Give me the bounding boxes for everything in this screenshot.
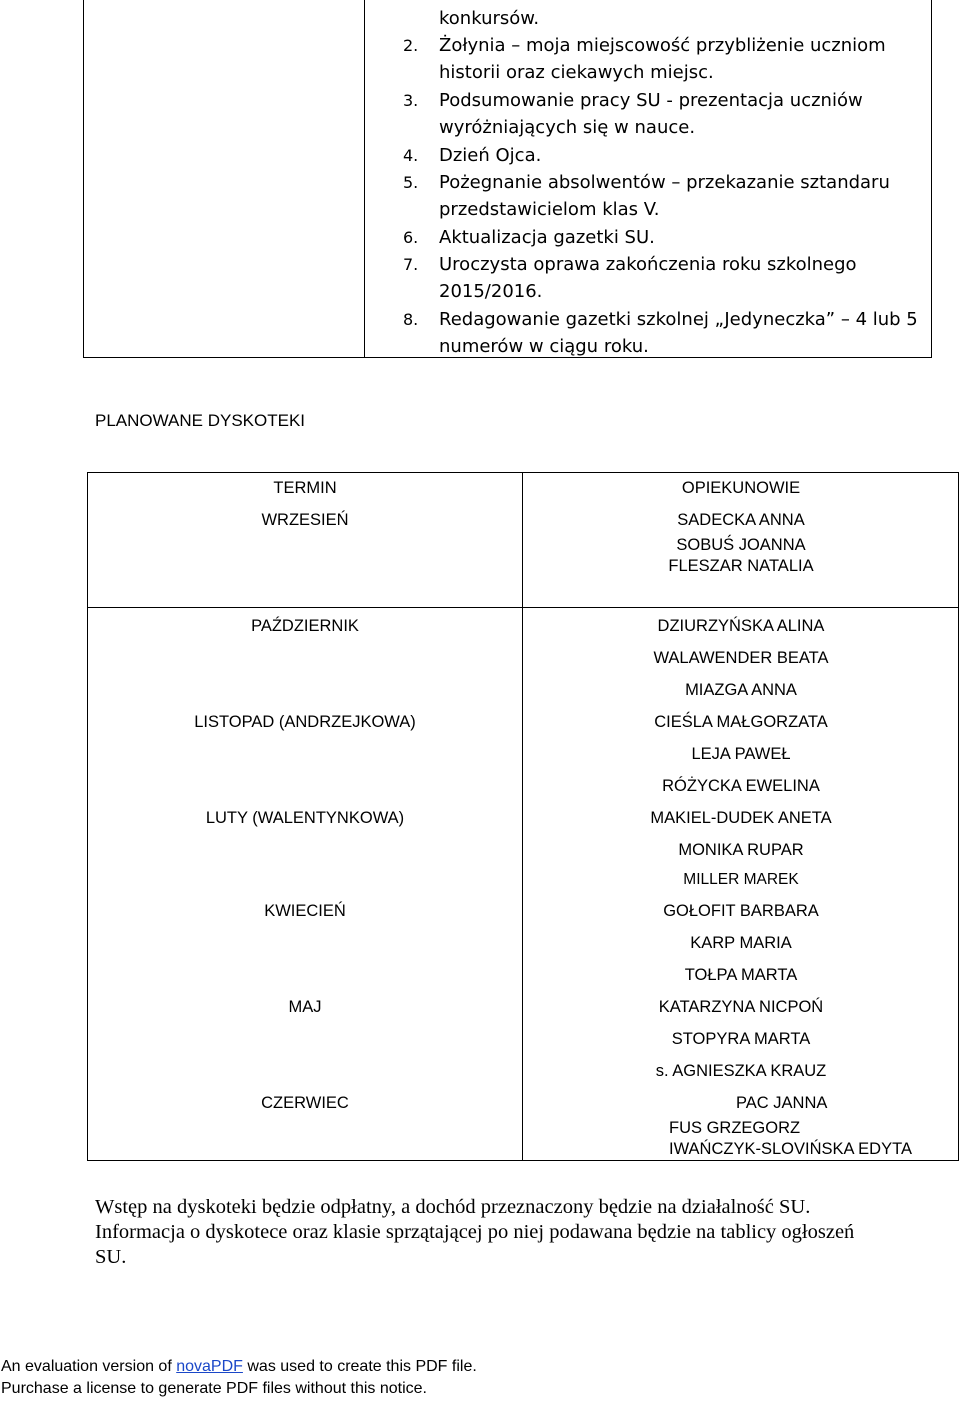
guardian-name: FLESZAR NATALIA [668, 557, 814, 575]
list-number: 4. [403, 146, 419, 165]
table-divider [364, 0, 365, 357]
term-cell: LISTOPAD (ANDRZEJKOWA) [194, 713, 416, 731]
note-line: SU. [95, 1246, 127, 1268]
list-item-text: historii oraz ciekawych miejsc. [439, 62, 714, 83]
guardian-name: TOŁPA MARTA [684, 966, 798, 984]
footer-text: was used to create this PDF file. [242, 1358, 477, 1375]
note-line: Informacja o dyskotece oraz klasie sprzątającej po niej podawana będzie na tablicy ogłoszeń [95, 1221, 855, 1243]
novapdf-link[interactable]: novaPDF [176, 1358, 243, 1375]
list-number: 5. [403, 173, 419, 192]
guardian-name: KATARZYNA NICPOŃ [658, 998, 824, 1016]
guardian-name: s. AGNIESZKA KRAUZ [655, 1062, 827, 1080]
guardian-name: RÓŻYCKA EWELINA [662, 777, 820, 795]
guardian-name: SOBUŚ JOANNA [676, 536, 806, 554]
list-item-text: Pożegnanie absolwentów – przekazanie sztandaru [439, 172, 890, 193]
guardian-name: MIAZGA ANNA [685, 681, 797, 699]
term-cell: CZERWIEC [261, 1094, 349, 1112]
guardian-name: DZIURZYŃSKA ALINA [657, 617, 825, 635]
row-divider [88, 607, 958, 608]
term-cell: WRZESIEŃ [261, 511, 349, 529]
list-item-text: wyróżniających się w nauce. [439, 117, 696, 138]
column-header-guardians: OPIEKUNOWIE [681, 479, 801, 497]
list-item-text: Dzień Ojca. [439, 145, 542, 166]
guardian-name: MONIKA RUPAR [678, 841, 804, 859]
list-number: 8. [403, 310, 419, 329]
footer-text: An evaluation version of [1, 1358, 177, 1375]
license-notice: Purchase a license to generate PDF files without this notice. [1, 1380, 427, 1397]
evaluation-notice [1, 1356, 477, 1378]
list-item-text: Uroczysta oprawa zakończenia roku szkolnego [439, 254, 857, 275]
guardian-name: STOPYRA MARTA [671, 1030, 811, 1048]
term-cell: PAŹDZIERNIK [251, 617, 359, 635]
guardian-name: WALAWENDER BEATA [653, 649, 829, 667]
guardian-name: KARP MARIA [690, 934, 792, 952]
list-number: 6. [403, 228, 419, 247]
list-item-text: Aktualizacja gazetki SU. [439, 227, 655, 248]
list-number: 7. [403, 255, 419, 274]
list-number: 3. [403, 91, 419, 110]
term-cell: KWIECIEŃ [264, 902, 346, 920]
list-item-text: przedstawicielom klas V. [439, 199, 660, 220]
list-item-text: Żołynia – moja miejscowość przybliżenie uczniom [439, 35, 886, 56]
section-title: PLANOWANE DYSKOTEKI [95, 411, 306, 430]
list-item-text: Redagowanie gazetki szkolnej „Jedyneczka” – 4 lub 5 [439, 309, 918, 330]
plan-continuation: konkursów. [439, 8, 540, 29]
list-item-text: Podsumowanie pracy SU - prezentacja uczniów [439, 90, 863, 111]
list-item-text: numerów w ciągu roku. [439, 336, 649, 357]
guardian-name: LEJA PAWEŁ [691, 745, 791, 763]
guardian-name: SADECKA ANNA [677, 511, 805, 529]
guardian-name: FUS GRZEGORZ [669, 1119, 801, 1137]
term-cell: MAJ [288, 998, 322, 1016]
list-item-text: 2015/2016. [439, 281, 543, 302]
guardian-name: IWAŃCZYK-SLOVIŃSKA EDYTA [669, 1140, 912, 1158]
guardian-name: PAC JANNA [736, 1094, 828, 1112]
list-number: 2. [403, 36, 419, 55]
term-cell: LUTY (WALENTYNKOWA) [205, 809, 405, 827]
note-line: Wstęp na dyskoteki będzie odpłatny, a dochód przeznaczony będzie na działalność SU. [95, 1196, 811, 1218]
column-header-term: TERMIN [273, 479, 337, 497]
guardian-name: MAKIEL-DUDEK ANETA [650, 809, 832, 827]
disco-table [87, 472, 959, 1161]
guardian-name: MILLER MAREK [683, 871, 799, 888]
guardian-name: CIEŚLA MAŁGORZATA [654, 713, 828, 731]
guardian-name: GOŁOFIT BARBARA [663, 902, 819, 920]
